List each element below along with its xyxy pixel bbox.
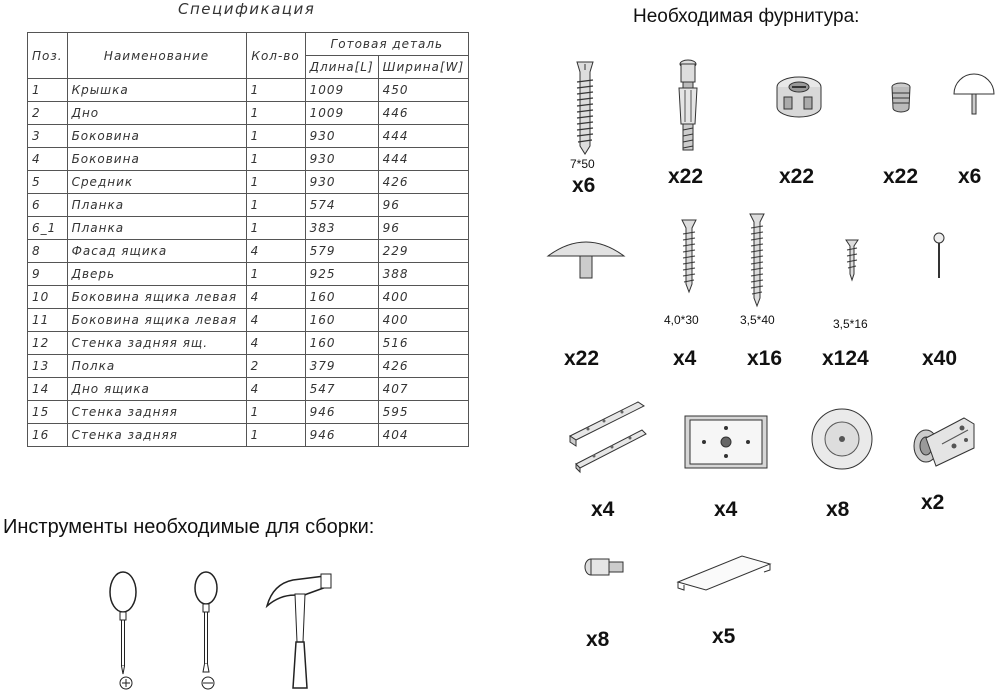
size-label: 7*50 [570, 157, 595, 171]
cell-width: 516 [378, 332, 468, 355]
cell-pos: 2 [28, 102, 68, 125]
cell-length: 579 [305, 240, 378, 263]
cell-qty: 1 [246, 102, 305, 125]
table-row [28, 286, 469, 309]
cell-width: 388 [378, 263, 468, 286]
cam-lock-icon [774, 73, 824, 123]
cell-name: Стенка задняя ящ. [67, 332, 246, 355]
hinge-icon [912, 408, 976, 478]
cell-length: 930 [305, 148, 378, 171]
size-label: 4,0*30 [664, 313, 699, 327]
eccentric-rod-icon [673, 58, 703, 154]
phillips-screwdriver-icon [105, 570, 143, 690]
cell-length: 574 [305, 194, 378, 217]
table-row [28, 79, 469, 102]
col-width: Ширина[W] [378, 56, 468, 79]
table-row [28, 148, 469, 171]
cell-name: Планка [67, 194, 246, 217]
cell-name: Фасад ящика [67, 240, 246, 263]
cell-pos: 6_1 [28, 217, 68, 240]
cell-qty: 4 [246, 309, 305, 332]
cell-qty: 1 [246, 401, 305, 424]
table-row [28, 355, 469, 378]
cell-width: 96 [378, 194, 468, 217]
col-name: Наименование [67, 33, 246, 79]
cell-name: Дно [67, 102, 246, 125]
spec-table [27, 32, 469, 447]
cell-pos: 3 [28, 125, 68, 148]
qty-label: x16 [747, 347, 783, 370]
cell-length: 160 [305, 286, 378, 309]
col-length: Длина[L] [305, 56, 378, 79]
qty-label: x124 [822, 347, 869, 370]
cell-name: Стенка задняя [67, 401, 246, 424]
furniture-foot-icon [811, 408, 873, 470]
qty-label: x8 [826, 498, 850, 521]
qty-label: x22 [883, 165, 919, 188]
table-row [28, 424, 469, 447]
spec-title: Спецификация [178, 0, 316, 18]
cell-qty: 4 [246, 240, 305, 263]
screw-35x16-icon [845, 238, 859, 282]
col-pos: Поз. [28, 33, 68, 79]
cell-width: 595 [378, 401, 468, 424]
cell-length: 160 [305, 332, 378, 355]
cell-name: Боковина [67, 148, 246, 171]
drawer-slide-icon [568, 398, 648, 472]
qty-label: x5 [712, 625, 736, 648]
table-row [28, 263, 469, 286]
cell-length: 930 [305, 125, 378, 148]
cell-width: 446 [378, 102, 468, 125]
handle-profile-icon [676, 552, 772, 592]
qty-label: x4 [673, 347, 697, 370]
qty-label: x4 [714, 498, 738, 521]
cell-pos: 13 [28, 355, 68, 378]
cell-name: Дверь [67, 263, 246, 286]
cell-pos: 6 [28, 194, 68, 217]
cell-name: Планка [67, 217, 246, 240]
cell-name: Боковина ящика левая [67, 286, 246, 309]
cell-length: 383 [305, 217, 378, 240]
cell-pos: 8 [28, 240, 68, 263]
cell-length: 160 [305, 309, 378, 332]
cell-qty: 4 [246, 378, 305, 401]
cell-qty: 1 [246, 79, 305, 102]
qty-label: x40 [922, 347, 958, 370]
hardware-title: Необходимая фурнитура: [633, 6, 860, 27]
small-cap-icon [953, 72, 995, 116]
confirmat-screw-icon [573, 58, 597, 156]
large-cap-icon [546, 234, 626, 280]
cell-length: 930 [305, 171, 378, 194]
flat-screwdriver-icon [190, 570, 228, 690]
cell-width: 400 [378, 286, 468, 309]
cell-pos: 1 [28, 79, 68, 102]
cell-width: 96 [378, 217, 468, 240]
size-label: 3,5*40 [740, 313, 775, 327]
cell-length: 925 [305, 263, 378, 286]
screw-35x40-icon [748, 212, 766, 308]
cell-width: 407 [378, 378, 468, 401]
col-qty: Кол-во [246, 33, 305, 79]
table-row [28, 309, 469, 332]
cell-qty: 1 [246, 424, 305, 447]
cell-pos: 10 [28, 286, 68, 309]
cell-qty: 1 [246, 263, 305, 286]
cell-pos: 4 [28, 148, 68, 171]
table-row [28, 194, 469, 217]
qty-label: x4 [591, 498, 615, 521]
cell-qty: 4 [246, 286, 305, 309]
tools-title: Инструменты необходимые для сборки: [3, 516, 375, 538]
hammer-icon [263, 572, 335, 690]
cell-qty: 4 [246, 332, 305, 355]
cell-name: Крышка [67, 79, 246, 102]
cell-name: Средник [67, 171, 246, 194]
qty-label: x6 [572, 174, 596, 197]
qty-label: x22 [779, 165, 815, 188]
qty-label: x22 [564, 347, 600, 370]
cell-width: 444 [378, 148, 468, 171]
cell-length: 1009 [305, 102, 378, 125]
cell-qty: 1 [246, 148, 305, 171]
qty-label: x6 [958, 165, 982, 188]
cell-pos: 5 [28, 171, 68, 194]
cell-width: 426 [378, 171, 468, 194]
cell-name: Боковина [67, 125, 246, 148]
qty-label: x8 [586, 628, 610, 651]
cell-qty: 1 [246, 194, 305, 217]
table-row [28, 378, 469, 401]
cell-qty: 1 [246, 171, 305, 194]
cell-width: 426 [378, 355, 468, 378]
cell-pos: 12 [28, 332, 68, 355]
cell-pos: 11 [28, 309, 68, 332]
col-finished: Готовая деталь [305, 33, 469, 56]
cell-length: 379 [305, 355, 378, 378]
cell-pos: 15 [28, 401, 68, 424]
cell-width: 229 [378, 240, 468, 263]
nail-icon [932, 232, 946, 282]
cell-width: 400 [378, 309, 468, 332]
cell-qty: 2 [246, 355, 305, 378]
cell-width: 444 [378, 125, 468, 148]
cell-name: Боковина ящика левая [67, 309, 246, 332]
cell-width: 404 [378, 424, 468, 447]
cell-pos: 16 [28, 424, 68, 447]
cell-qty: 1 [246, 125, 305, 148]
cell-length: 1009 [305, 79, 378, 102]
cell-pos: 9 [28, 263, 68, 286]
table-row [28, 240, 469, 263]
table-row [28, 171, 469, 194]
table-row [28, 102, 469, 125]
size-label: 3,5*16 [833, 317, 868, 331]
cell-length: 946 [305, 401, 378, 424]
cell-name: Дно ящика [67, 378, 246, 401]
cell-length: 946 [305, 424, 378, 447]
cell-qty: 1 [246, 217, 305, 240]
cell-length: 547 [305, 378, 378, 401]
table-row [28, 401, 469, 424]
mounting-plate-icon [684, 415, 768, 469]
table-row [28, 332, 469, 355]
table-row [28, 217, 469, 240]
cell-name: Стенка задняя [67, 424, 246, 447]
qty-label: x22 [668, 165, 704, 188]
shelf-pin-icon [583, 556, 625, 578]
cell-pos: 14 [28, 378, 68, 401]
cell-name: Полка [67, 355, 246, 378]
dowel-sleeve-icon [888, 82, 914, 114]
screw-4x30-icon [680, 218, 698, 294]
table-row [28, 125, 469, 148]
cell-width: 450 [378, 79, 468, 102]
qty-label: x2 [921, 491, 945, 514]
